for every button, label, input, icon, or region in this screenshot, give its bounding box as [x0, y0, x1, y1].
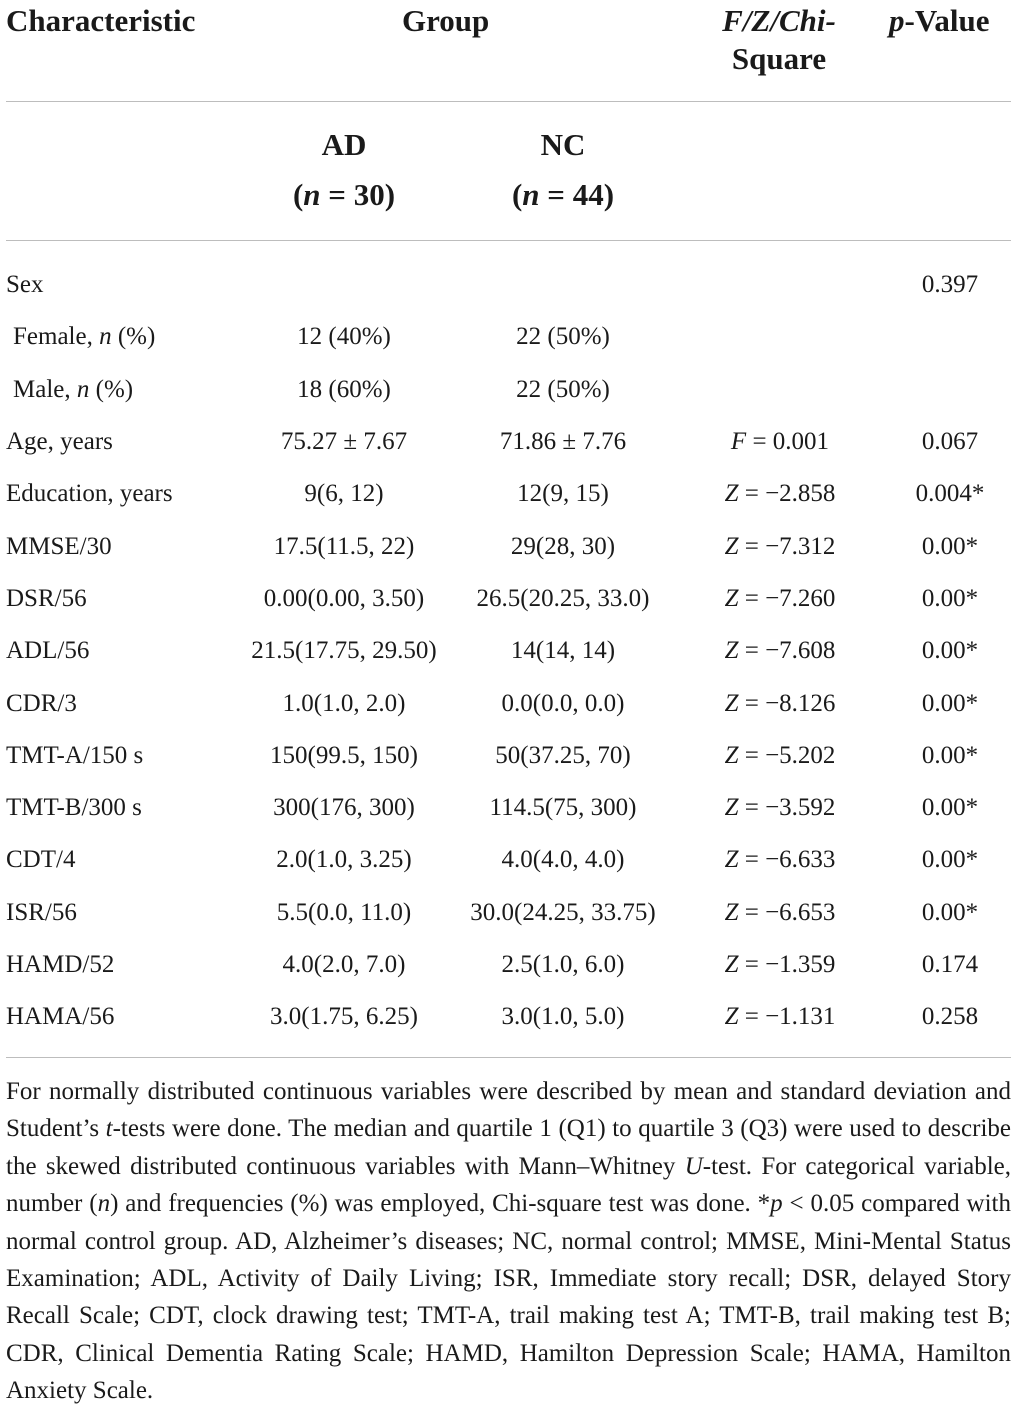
- header-p-var: p: [889, 3, 905, 38]
- row-p-value: 0.067: [921, 428, 979, 455]
- row-label: Male, n (%): [13, 376, 134, 403]
- row-label: HAMA/56: [6, 1003, 115, 1030]
- row-p-value: 0.00*: [921, 899, 979, 926]
- row-nc-value: 114.5(75, 300): [489, 794, 637, 821]
- group-nc-n: (n = 44): [511, 177, 615, 212]
- row-statistic: Z = −7.260: [724, 585, 836, 612]
- table-row: [0, 573, 1017, 625]
- row-ad-value: 17.5(11.5, 22): [273, 533, 415, 560]
- table-row: [0, 887, 1017, 939]
- row-p-value: 0.174: [921, 951, 979, 978]
- table-row: [0, 311, 1017, 363]
- row-nc-value: 29(28, 30): [510, 533, 616, 560]
- table-row: [0, 939, 1017, 991]
- row-p-value: 0.00*: [921, 742, 979, 769]
- row-nc-value: 2.5(1.0, 6.0): [501, 951, 625, 978]
- row-nc-value: 22 (50%): [516, 376, 610, 403]
- header-rule: [6, 101, 1011, 102]
- group-rule: [6, 240, 1011, 241]
- row-nc-value: 30.0(24.25, 33.75): [470, 899, 656, 926]
- row-label: Female, n (%): [13, 323, 156, 350]
- row-p-value: 0.00*: [921, 533, 979, 560]
- row-label: TMT-A/150 s: [6, 742, 144, 769]
- row-ad-value: 1.0(1.0, 2.0): [282, 690, 406, 717]
- table-footnote: For normally distributed continuous variables were described by mean and standard deviation and Student’s t-tests were done. The median and quartile 1 (Q1) to quartile 3 (Q3) were used to describe the skewed distributed continuous variables with Mann–Whitney U-test. For categorical variable, number (n) and frequencies (%) was employed, Chi-square test was done. *p < 0.05 compared with normal control group. AD, Alzheimer’s diseases; NC, normal control; MMSE, Mini-Mental Status Examination; ADL, Activity of Daily Living; ISR, Immediate story recall; DSR, delayed Story Recall Scale; CDT, clock drawing test; TMT-A, trail making test A; TMT-B, trail making test B; CDR, Clinical Dementia Rating Scale; HAMD, Hamilton Depression Scale; HAMA, Hamilton Anxiety Scale.: [6, 1078, 1011, 1405]
- row-statistic: Z = −5.202: [724, 742, 836, 769]
- table-row: [0, 468, 1017, 520]
- row-statistic: Z = −8.126: [724, 690, 836, 717]
- row-ad-value: 300(176, 300): [273, 794, 415, 821]
- row-label: CDT/4: [6, 846, 76, 873]
- row-nc-value: 22 (50%): [516, 323, 610, 350]
- row-label: Education, years: [6, 480, 173, 507]
- row-statistic: Z = −1.359: [724, 951, 836, 978]
- row-nc-value: 12(9, 15): [517, 480, 609, 507]
- row-label: HAMD/52: [6, 951, 115, 978]
- group-ad-n: (n = 30): [292, 177, 396, 212]
- header-statistic-line1: F/Z/Chi-: [722, 3, 836, 38]
- table-bottom-rule: [6, 1057, 1011, 1058]
- table-row: [0, 364, 1017, 416]
- row-p-value: 0.00*: [921, 846, 979, 873]
- row-nc-value: 71.86 ± 7.76: [499, 428, 627, 455]
- table-row: [0, 259, 1017, 311]
- table-row: [0, 678, 1017, 730]
- table-row: [0, 782, 1017, 834]
- table-row: [0, 730, 1017, 782]
- row-ad-value: 150(99.5, 150): [270, 742, 418, 769]
- row-nc-value: 3.0(1.0, 5.0): [501, 1003, 625, 1030]
- header-p-value: [889, 2, 989, 40]
- row-label: DSR/56: [6, 585, 87, 612]
- row-label: CDR/3: [6, 690, 77, 717]
- row-p-value: 0.00*: [921, 794, 979, 821]
- header-p-rest: -Value: [904, 3, 990, 38]
- row-nc-value: 4.0(4.0, 4.0): [501, 846, 625, 873]
- row-p-value: 0.258: [921, 1003, 979, 1030]
- row-p-value: 0.00*: [921, 585, 979, 612]
- row-label: MMSE/30: [6, 533, 112, 560]
- row-statistic: Z = −3.592: [724, 794, 836, 821]
- group-nc-label: NC: [540, 127, 586, 162]
- row-p-value: 0.004*: [915, 480, 985, 507]
- row-p-value: 0.00*: [921, 637, 979, 664]
- row-ad-value: 9(6, 12): [304, 480, 384, 507]
- row-label: Age, years: [6, 428, 113, 455]
- row-nc-value: 50(37.25, 70): [495, 742, 631, 769]
- header-characteristic: Characteristic: [6, 3, 196, 38]
- table-row: [0, 625, 1017, 677]
- row-label: Sex: [6, 271, 44, 298]
- row-statistic: Z = −1.131: [724, 1003, 836, 1030]
- table-row: [0, 991, 1017, 1043]
- group-nc-header: [458, 120, 668, 220]
- row-statistic: Z = −7.608: [724, 637, 836, 664]
- group-ad-label: AD: [321, 127, 367, 162]
- row-label: TMT-B/300 s: [6, 794, 142, 821]
- table-row: [0, 521, 1017, 573]
- row-ad-value: 4.0(2.0, 7.0): [282, 951, 406, 978]
- row-statistic: Z = −6.633: [724, 846, 836, 873]
- row-ad-value: 2.0(1.0, 3.25): [276, 846, 412, 873]
- header-statistic: [706, 2, 852, 78]
- row-p-value: 0.397: [921, 271, 979, 298]
- row-statistic: Z = −2.858: [724, 480, 836, 507]
- header-group: Group: [402, 3, 490, 38]
- row-ad-value: 21.5(17.75, 29.50): [251, 637, 437, 664]
- row-statistic: F = 0.001: [730, 428, 830, 455]
- row-statistic: Z = −6.653: [724, 899, 836, 926]
- row-ad-value: 0.00(0.00, 3.50): [263, 585, 425, 612]
- header-statistic-line2: Square: [731, 41, 827, 76]
- row-p-value: 0.00*: [921, 690, 979, 717]
- row-nc-value: 0.0(0.0, 0.0): [501, 690, 625, 717]
- row-ad-value: 3.0(1.75, 6.25): [270, 1003, 418, 1030]
- row-ad-value: 12 (40%): [297, 323, 391, 350]
- row-ad-value: 75.27 ± 7.67: [280, 428, 408, 455]
- row-nc-value: 14(14, 14): [510, 637, 616, 664]
- table-row: [0, 834, 1017, 886]
- table-row: [0, 416, 1017, 468]
- row-label: ADL/56: [6, 637, 90, 664]
- row-label: ISR/56: [6, 899, 77, 926]
- row-nc-value: 26.5(20.25, 33.0): [476, 585, 650, 612]
- row-statistic: Z = −7.312: [724, 533, 836, 560]
- group-ad-header: [240, 120, 448, 220]
- row-ad-value: 18 (60%): [297, 376, 391, 403]
- row-ad-value: 5.5(0.0, 11.0): [276, 899, 412, 926]
